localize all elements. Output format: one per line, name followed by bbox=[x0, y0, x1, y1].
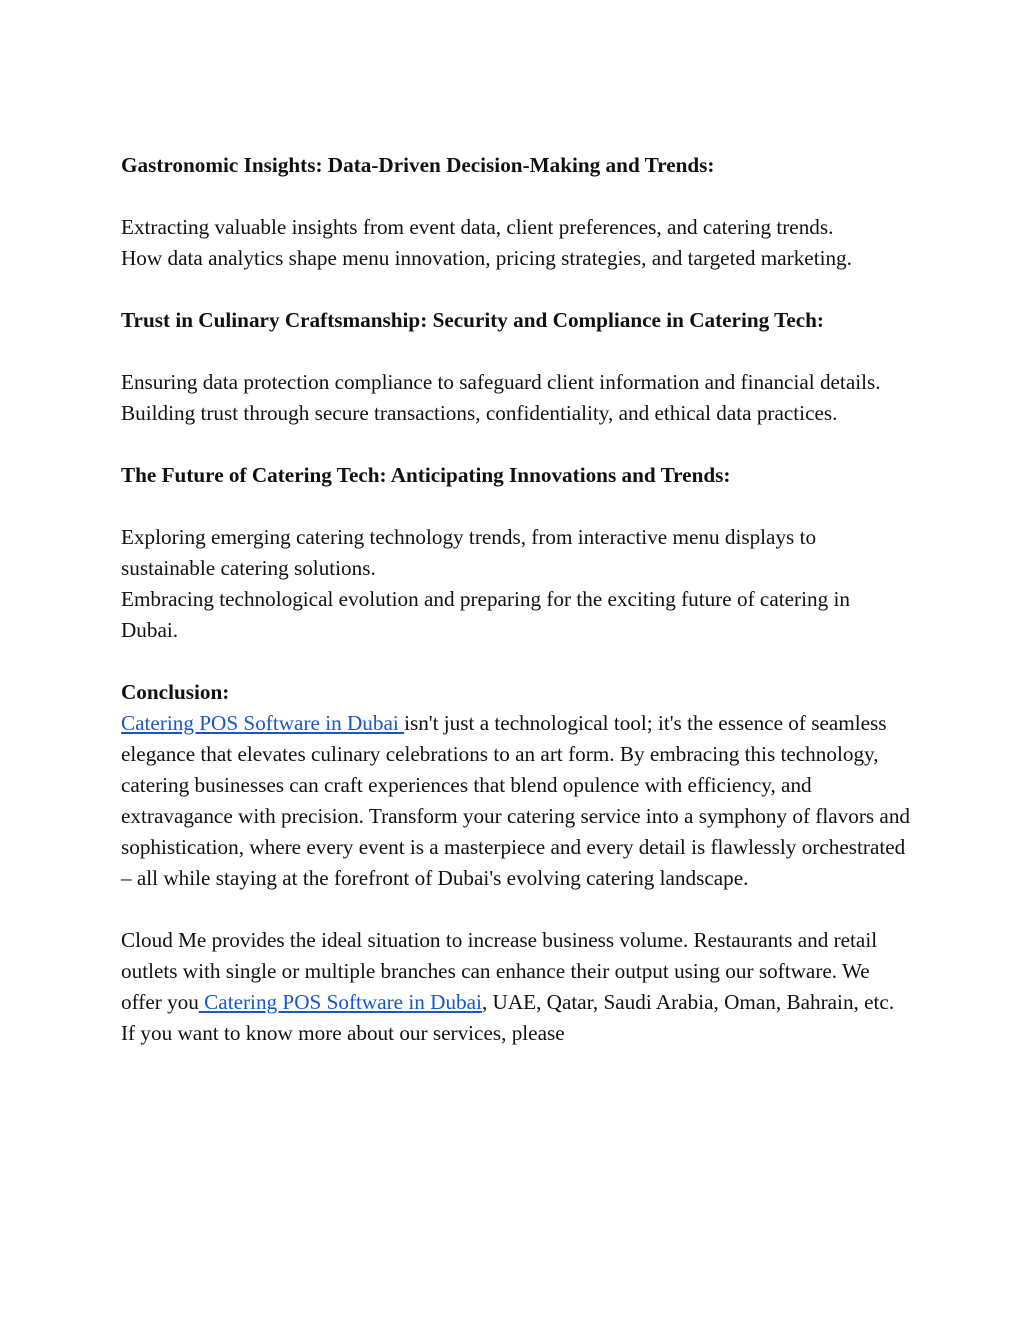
catering-pos-link[interactable]: Catering POS Software in Dubai bbox=[121, 711, 405, 735]
conclusion-body-text: isn't just a technological tool; it's the essence of seamless elegance that elevates culinary celebrations to an art form. By embracing this technology, catering businesses can craft experiences that blend opulence with efficiency, and extravagance with precision. Transform your catering service into a symphony of flavors and sophistication, where every event is a masterpiece and every detail is flawlessly orchestrated – all while staying at the forefront of Dubai's evolving catering landscape. bbox=[121, 711, 911, 890]
spacer bbox=[121, 491, 911, 522]
catering-pos-link-2[interactable]: Catering POS Software in Dubai bbox=[198, 990, 482, 1014]
insights-paragraph-2: How data analytics shape menu innovation, pricing strategies, and targeted marketing. bbox=[121, 246, 852, 270]
future-paragraph-2: Embracing technological evolution and preparing for the exciting future of catering in Dubai. bbox=[121, 587, 850, 642]
conclusion-paragraph bbox=[121, 708, 911, 894]
section-heading-future: The Future of Catering Tech: Anticipating Innovations and Trends: bbox=[121, 463, 731, 487]
spacer bbox=[121, 894, 911, 925]
section-heading-trust: Trust in Culinary Craftsmanship: Security and Compliance in Catering Tech: bbox=[121, 308, 824, 332]
future-paragraph-1: Exploring emerging catering technology trends, from interactive menu displays to sustainable catering solutions. bbox=[121, 525, 817, 580]
spacer bbox=[121, 181, 911, 212]
trust-paragraph-2: Building trust through secure transactions, confidentiality, and ethical data practices. bbox=[121, 401, 838, 425]
cloudme-text-after: , UAE, Qatar, Saudi Arabia, Oman, Bahrain, etc. If you want to know more about our services, please bbox=[121, 990, 895, 1045]
cloudme-paragraph bbox=[121, 925, 911, 1049]
spacer bbox=[121, 429, 911, 460]
spacer bbox=[121, 336, 911, 367]
cloudme-text-before: Cloud Me provides the ideal situation to increase business volume. Restaurants and retail outlets with single or multiple branches can enhance their output using our software. We offer you bbox=[121, 928, 878, 1014]
trust-paragraph-1: Ensuring data protection compliance to safeguard client information and financial details. bbox=[121, 370, 881, 394]
spacer bbox=[121, 274, 911, 305]
section-heading-conclusion: Conclusion: bbox=[121, 680, 230, 704]
spacer bbox=[121, 646, 911, 677]
section-heading-insights: Gastronomic Insights: Data-Driven Decision-Making and Trends: bbox=[121, 153, 715, 177]
insights-paragraph-1: Extracting valuable insights from event data, client preferences, and catering trends. bbox=[121, 215, 834, 239]
document-page bbox=[121, 150, 911, 1049]
